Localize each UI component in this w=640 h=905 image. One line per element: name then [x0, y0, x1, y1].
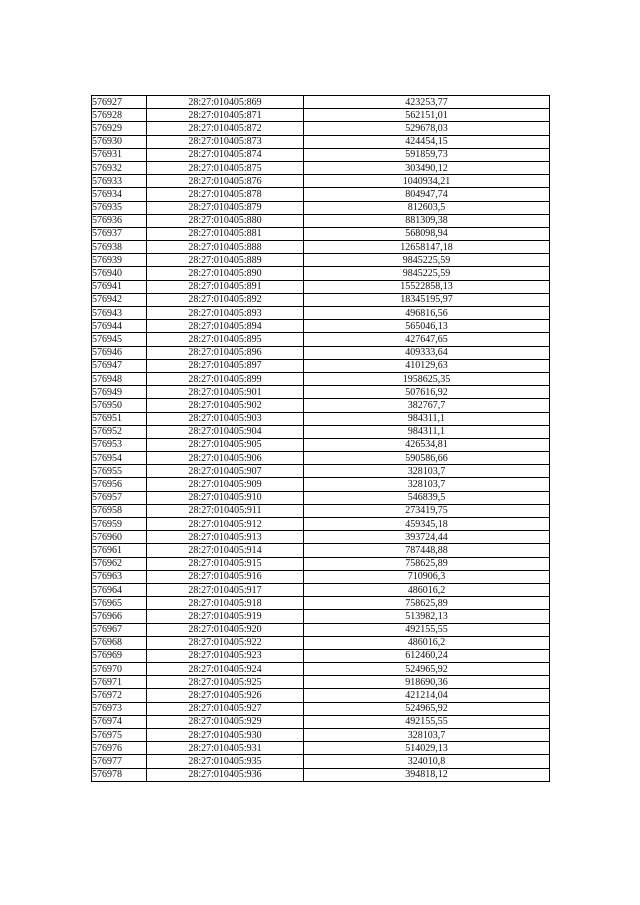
cadastral-number-cell: 28:27:010405:890	[147, 267, 304, 280]
table-row	[92, 201, 550, 214]
cadastral-number-cell: 28:27:010405:880	[147, 214, 304, 227]
cadastral-number-cell: 28:27:010405:924	[147, 663, 304, 676]
table-row	[92, 399, 550, 412]
table-row	[92, 610, 550, 623]
row-number-cell: 576944	[92, 320, 147, 333]
row-number-cell: 576941	[92, 280, 147, 293]
cadastral-number-cell: 28:27:010405:920	[147, 623, 304, 636]
cadastral-value-cell: 918690,36	[304, 676, 550, 689]
cadastral-value-cell: 303490,12	[304, 161, 550, 174]
cadastral-number-cell: 28:27:010405:919	[147, 610, 304, 623]
cadastral-number-cell: 28:27:010405:891	[147, 280, 304, 293]
cadastral-value-cell: 513982,13	[304, 610, 550, 623]
table-row	[92, 307, 550, 320]
table-row	[92, 689, 550, 702]
row-number-cell: 576958	[92, 504, 147, 517]
table-row	[92, 570, 550, 583]
cadastral-value-cell: 758625,89	[304, 597, 550, 610]
table-row	[92, 768, 550, 781]
cadastral-number-cell: 28:27:010405:869	[147, 96, 304, 109]
cadastral-number-cell: 28:27:010405:910	[147, 491, 304, 504]
cadastral-value-cell: 804947,74	[304, 188, 550, 201]
cadastral-value-cell: 410129,63	[304, 359, 550, 372]
cadastral-value-cell: 710906,3	[304, 570, 550, 583]
row-number-cell: 576955	[92, 465, 147, 478]
table-row	[92, 504, 550, 517]
row-number-cell: 576977	[92, 755, 147, 768]
cadastral-value-cell: 984311,1	[304, 425, 550, 438]
cadastral-value-cell: 591859,73	[304, 148, 550, 161]
cadastral-number-cell: 28:27:010405:892	[147, 293, 304, 306]
cadastral-value-cell: 524965,92	[304, 702, 550, 715]
cadastral-number-cell: 28:27:010405:912	[147, 518, 304, 531]
table-row	[92, 175, 550, 188]
cadastral-number-cell: 28:27:010405:903	[147, 412, 304, 425]
table-row	[92, 135, 550, 148]
row-number-cell: 576942	[92, 293, 147, 306]
table-row	[92, 623, 550, 636]
cadastral-value-cell: 514029,13	[304, 742, 550, 755]
table-row	[92, 214, 550, 227]
table-row	[92, 425, 550, 438]
cadastral-number-cell: 28:27:010405:923	[147, 649, 304, 662]
row-number-cell: 576957	[92, 491, 147, 504]
cadastral-number-cell: 28:27:010405:874	[147, 148, 304, 161]
row-number-cell: 576965	[92, 597, 147, 610]
cadastral-value-cell: 324010,8	[304, 755, 550, 768]
table-row	[92, 241, 550, 254]
cadastral-value-cell: 393724,44	[304, 531, 550, 544]
table-row	[92, 346, 550, 359]
row-number-cell: 576931	[92, 148, 147, 161]
row-number-cell: 576939	[92, 254, 147, 267]
table-body	[92, 96, 550, 782]
row-number-cell: 576943	[92, 307, 147, 320]
cadastral-value-cell: 568098,94	[304, 227, 550, 240]
row-number-cell: 576962	[92, 557, 147, 570]
cadastral-number-cell: 28:27:010405:907	[147, 465, 304, 478]
cadastral-number-cell: 28:27:010405:916	[147, 570, 304, 583]
cadastral-value-cell: 459345,18	[304, 518, 550, 531]
cadastral-number-cell: 28:27:010405:876	[147, 175, 304, 188]
table-row	[92, 412, 550, 425]
cadastral-value-cell: 9845225,59	[304, 254, 550, 267]
cadastral-value-cell: 18345195,97	[304, 293, 550, 306]
cadastral-number-cell: 28:27:010405:906	[147, 452, 304, 465]
cadastral-value-cell: 612460,24	[304, 649, 550, 662]
row-number-cell: 576969	[92, 649, 147, 662]
cadastral-value-cell: 486016,2	[304, 583, 550, 596]
cadastral-value-cell: 9845225,59	[304, 267, 550, 280]
table-row	[92, 122, 550, 135]
table-row	[92, 188, 550, 201]
table-row	[92, 742, 550, 755]
cadastral-number-cell: 28:27:010405:895	[147, 333, 304, 346]
row-number-cell: 576933	[92, 175, 147, 188]
row-number-cell: 576927	[92, 96, 147, 109]
row-number-cell: 576953	[92, 438, 147, 451]
cadastral-number-cell: 28:27:010405:914	[147, 544, 304, 557]
table-row	[92, 359, 550, 372]
table-row	[92, 478, 550, 491]
cadastral-number-cell: 28:27:010405:911	[147, 504, 304, 517]
table-row	[92, 491, 550, 504]
cadastral-value-cell: 328103,7	[304, 478, 550, 491]
cadastral-value-cell: 984311,1	[304, 412, 550, 425]
cadastral-number-cell: 28:27:010405:913	[147, 531, 304, 544]
row-number-cell: 576974	[92, 715, 147, 728]
cadastral-value-cell: 328103,7	[304, 465, 550, 478]
cadastral-number-cell: 28:27:010405:917	[147, 583, 304, 596]
cadastral-value-cell: 12658147,18	[304, 241, 550, 254]
row-number-cell: 576978	[92, 768, 147, 781]
table-row	[92, 531, 550, 544]
table-row	[92, 452, 550, 465]
row-number-cell: 576961	[92, 544, 147, 557]
table-row	[92, 320, 550, 333]
table-row	[92, 729, 550, 742]
cadastral-number-cell: 28:27:010405:901	[147, 386, 304, 399]
cadastral-number-cell: 28:27:010405:897	[147, 359, 304, 372]
cadastral-number-cell: 28:27:010405:879	[147, 201, 304, 214]
table-row	[92, 438, 550, 451]
table-row	[92, 465, 550, 478]
cadastral-number-cell: 28:27:010405:929	[147, 715, 304, 728]
cadastral-value-cell: 423253,77	[304, 96, 550, 109]
cadastral-value-cell: 1040934,21	[304, 175, 550, 188]
row-number-cell: 576975	[92, 729, 147, 742]
cadastral-value-cell: 15522858,13	[304, 280, 550, 293]
table-row	[92, 518, 550, 531]
row-number-cell: 576949	[92, 386, 147, 399]
cadastral-value-cell: 1958625,35	[304, 372, 550, 385]
table-row	[92, 597, 550, 610]
cadastral-number-cell: 28:27:010405:872	[147, 122, 304, 135]
table-row	[92, 109, 550, 122]
cadastral-value-cell: 492155,55	[304, 715, 550, 728]
row-number-cell: 576956	[92, 478, 147, 491]
cadastral-value-table	[91, 95, 550, 782]
cadastral-value-cell: 812603,5	[304, 201, 550, 214]
row-number-cell: 576968	[92, 636, 147, 649]
cadastral-value-cell: 496816,56	[304, 307, 550, 320]
table-row	[92, 544, 550, 557]
table-row	[92, 649, 550, 662]
table-row	[92, 636, 550, 649]
row-number-cell: 576946	[92, 346, 147, 359]
row-number-cell: 576929	[92, 122, 147, 135]
row-number-cell: 576967	[92, 623, 147, 636]
row-number-cell: 576938	[92, 241, 147, 254]
row-number-cell: 576966	[92, 610, 147, 623]
row-number-cell: 576935	[92, 201, 147, 214]
row-number-cell: 576950	[92, 399, 147, 412]
cadastral-value-cell: 328103,7	[304, 729, 550, 742]
table-row	[92, 254, 550, 267]
cadastral-value-cell: 409333,64	[304, 346, 550, 359]
cadastral-value-cell: 273419,75	[304, 504, 550, 517]
cadastral-number-cell: 28:27:010405:905	[147, 438, 304, 451]
cadastral-number-cell: 28:27:010405:899	[147, 372, 304, 385]
cadastral-number-cell: 28:27:010405:922	[147, 636, 304, 649]
table-row	[92, 96, 550, 109]
cadastral-number-cell: 28:27:010405:909	[147, 478, 304, 491]
row-number-cell: 576945	[92, 333, 147, 346]
cadastral-number-cell: 28:27:010405:871	[147, 109, 304, 122]
row-number-cell: 576930	[92, 135, 147, 148]
table-row	[92, 227, 550, 240]
cadastral-value-cell: 590586,66	[304, 452, 550, 465]
row-number-cell: 576937	[92, 227, 147, 240]
table-row	[92, 372, 550, 385]
cadastral-value-cell: 565046,13	[304, 320, 550, 333]
cadastral-value-cell: 507616,92	[304, 386, 550, 399]
row-number-cell: 576959	[92, 518, 147, 531]
cadastral-number-cell: 28:27:010405:904	[147, 425, 304, 438]
row-number-cell: 576972	[92, 689, 147, 702]
table-row	[92, 148, 550, 161]
cadastral-value-cell: 758625,89	[304, 557, 550, 570]
cadastral-value-cell: 426534,81	[304, 438, 550, 451]
cadastral-number-cell: 28:27:010405:873	[147, 135, 304, 148]
cadastral-number-cell: 28:27:010405:888	[147, 241, 304, 254]
cadastral-value-cell: 427647,65	[304, 333, 550, 346]
table-row	[92, 663, 550, 676]
row-number-cell: 576954	[92, 452, 147, 465]
cadastral-number-cell: 28:27:010405:936	[147, 768, 304, 781]
row-number-cell: 576936	[92, 214, 147, 227]
table-row	[92, 702, 550, 715]
table-row	[92, 161, 550, 174]
cadastral-number-cell: 28:27:010405:925	[147, 676, 304, 689]
table-row	[92, 557, 550, 570]
cadastral-number-cell: 28:27:010405:893	[147, 307, 304, 320]
cadastral-number-cell: 28:27:010405:881	[147, 227, 304, 240]
row-number-cell: 576932	[92, 161, 147, 174]
row-number-cell: 576971	[92, 676, 147, 689]
cadastral-number-cell: 28:27:010405:878	[147, 188, 304, 201]
table-row	[92, 267, 550, 280]
table-row	[92, 755, 550, 768]
cadastral-value-cell: 486016,2	[304, 636, 550, 649]
cadastral-value-cell: 787448,88	[304, 544, 550, 557]
cadastral-value-cell: 546839,5	[304, 491, 550, 504]
cadastral-value-cell: 394818,12	[304, 768, 550, 781]
row-number-cell: 576973	[92, 702, 147, 715]
cadastral-number-cell: 28:27:010405:896	[147, 346, 304, 359]
table-row	[92, 583, 550, 596]
row-number-cell: 576934	[92, 188, 147, 201]
cadastral-number-cell: 28:27:010405:930	[147, 729, 304, 742]
row-number-cell: 576963	[92, 570, 147, 583]
cadastral-value-cell: 421214,04	[304, 689, 550, 702]
cadastral-value-cell: 562151,01	[304, 109, 550, 122]
cadastral-number-cell: 28:27:010405:927	[147, 702, 304, 715]
row-number-cell: 576964	[92, 583, 147, 596]
cadastral-value-cell: 424454,15	[304, 135, 550, 148]
cadastral-value-cell: 492155,55	[304, 623, 550, 636]
cadastral-number-cell: 28:27:010405:902	[147, 399, 304, 412]
row-number-cell: 576940	[92, 267, 147, 280]
cadastral-number-cell: 28:27:010405:889	[147, 254, 304, 267]
row-number-cell: 576976	[92, 742, 147, 755]
table-row	[92, 715, 550, 728]
cadastral-number-cell: 28:27:010405:875	[147, 161, 304, 174]
cadastral-number-cell: 28:27:010405:894	[147, 320, 304, 333]
table-row	[92, 280, 550, 293]
cadastral-value-cell: 529678,03	[304, 122, 550, 135]
row-number-cell: 576951	[92, 412, 147, 425]
cadastral-number-cell: 28:27:010405:926	[147, 689, 304, 702]
cadastral-number-cell: 28:27:010405:931	[147, 742, 304, 755]
table-row	[92, 293, 550, 306]
row-number-cell: 576970	[92, 663, 147, 676]
row-number-cell: 576928	[92, 109, 147, 122]
table-row	[92, 386, 550, 399]
cadastral-number-cell: 28:27:010405:918	[147, 597, 304, 610]
cadastral-value-cell: 881309,38	[304, 214, 550, 227]
row-number-cell: 576948	[92, 372, 147, 385]
cadastral-number-cell: 28:27:010405:935	[147, 755, 304, 768]
cadastral-number-cell: 28:27:010405:915	[147, 557, 304, 570]
table-row	[92, 676, 550, 689]
row-number-cell: 576947	[92, 359, 147, 372]
cadastral-value-cell: 382767,7	[304, 399, 550, 412]
cadastral-value-cell: 524965,92	[304, 663, 550, 676]
row-number-cell: 576952	[92, 425, 147, 438]
row-number-cell: 576960	[92, 531, 147, 544]
table-row	[92, 333, 550, 346]
